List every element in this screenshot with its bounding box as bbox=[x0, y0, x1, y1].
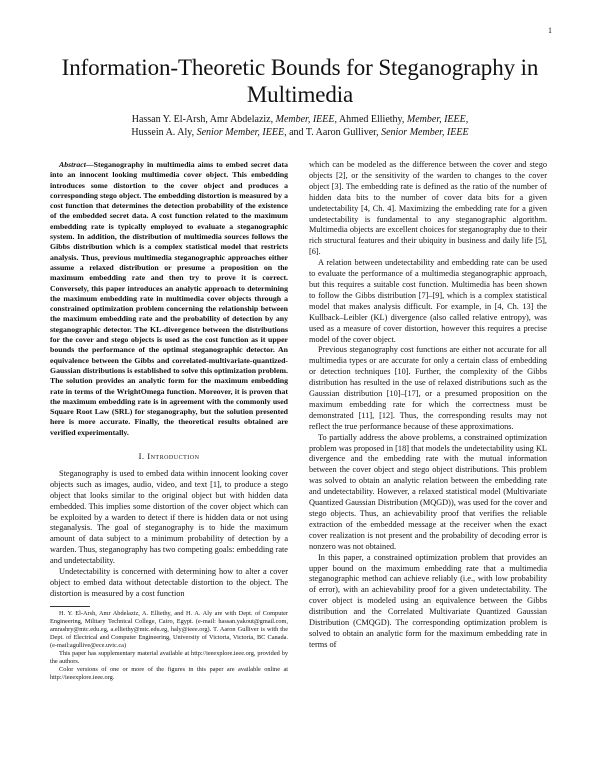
body-paragraph: Steganography is used to embed data within innocent looking cover objects such as images, audio, video, and text [1], to produce a stego object that looks similar to the original object but with hidden data embedded. This implies some distortion of the cover object which can be exploited by a warden to detect if there is hidden data or not using steganalysis. The goal of steganography is to hide the maximum amount of data subject to a minimum probability of detection by a warden. Thus, steganography has two competing goals: embedding rate and undetectability. bbox=[50, 468, 288, 566]
author-line-1 bbox=[40, 113, 560, 126]
footnote-rule bbox=[50, 606, 90, 607]
author-role: Member, IEEE, bbox=[406, 114, 469, 125]
left-column bbox=[50, 160, 288, 682]
author-names: and T. Aaron Gulliver, bbox=[289, 127, 379, 138]
body-paragraph: Previous steganography cost functions are either not accurate for all multimedia types or are accurate for only a certain class of embedding or detection techniques [10]. Further, the complexity of the Gibbs distribution has resulted in the use of relaxed distributions such as the Gaussian distribution [10]–[17], or a presumed proposition on the maximum embedding rate for which the correctness must be demonstrated [11], [12]. Thus, the corresponding results may not reflect the true performance because of these approximations. bbox=[309, 345, 547, 431]
author-role: Senior Member, IEEE bbox=[381, 127, 469, 138]
footnote: H. Y. El-Arsh, Amr Abdelaziz, A. Elliethy, and H. A. Aly are with Dept. of Computer Engineering, Military Technical College, Cairo, Egypt. (e-mail: hassan.yakout@gmail.com, amrashry@mtc.edu.eg, a.elliethy@mtc.edu.eg, haly@ieee.org). T. Aaron Gulliver is with the Dept. of Electrical and Computer Engineering, University of Victoria, Victoria, BC Canada. (e-mail:agullive@ece.uvic.ca) bbox=[50, 609, 288, 649]
author-names: Hussein A. Aly, bbox=[131, 127, 195, 138]
body-paragraph: A relation between undetectability and embedding rate can be used to evaluate the performance of a multimedia steganographic approach, but this requires a suitable cost function. Multimedia has been shown to follow the Gibbs distribution [7]–[9], which is a complex statistical model that makes analysis difficult. For example, in [4, Ch. 13] the Kullback–Leibler (KL) divergence (also called relative entropy), was used as a measure of cover distortion, however this requires a precise model of the cover object. bbox=[309, 258, 547, 344]
footnote: Color versions of one or more of the figures in this paper are available online at http://ieeexplore.ieee.org. bbox=[50, 665, 288, 681]
section-heading: I. Introduction bbox=[138, 451, 200, 462]
author-list bbox=[40, 113, 560, 139]
right-column bbox=[309, 160, 547, 651]
footnote: This paper has supplementary material available at http://ieeexplore.ieee.org, provided by the authors. bbox=[50, 649, 288, 665]
author-line-2 bbox=[40, 126, 560, 139]
author-names: Ahmed Elliethy, bbox=[338, 114, 405, 125]
body-paragraph: In this paper, a constrained optimization problem that provides an upper bound on the maximum embedding rate that a multimedia steganographic method can achieve reliably (i.e., with low probability of error), with an achievability proof for a given undetectability. The cover object is modeled using an equivalence between the Gibbs distribution and the Correlated Multivariate Quantized Gaussian Distribution (CMQGD). The corresponding optimization problem is solved to obtain an analytic form for the maximum embedding rate in terms of bbox=[309, 552, 547, 649]
author-names: Hassan Y. El-Arsh, Amr Abdelaziz, bbox=[131, 114, 274, 125]
abstract-label: Abstract bbox=[59, 160, 86, 169]
body-paragraph: which can be modeled as the difference between the cover and stego objects [2], or the sensitivity of the warden to changes to the cover object [3]. The embedding rate is defined as the ratio of the number of hidden data bits to the number of cover data bits for a given undetectability [4, Ch. 4]. Maximizing the embedding rate for a given undetectability is fundamental to any steganographic algorithm. Multimedia objects are excellent choices for steganography due to their rich structural features and their ubiquity in business and daily life [5], [6]. bbox=[309, 160, 547, 257]
page-number: 1 bbox=[548, 26, 552, 35]
author-role: Senior Member, IEEE, bbox=[196, 127, 287, 138]
paper-title: Information-Theoretic Bounds for Steganography in Multimedia bbox=[61, 55, 539, 107]
body-paragraph: To partially address the above problems, a constrained optimization problem was proposed in [18] that models the undetectability using KL divergence and the embedding rate with the mutual information between the cover object and stego object distributions. This problem was solved to obtain an analytic relation between the embedding rate and undetectability. However, a relaxed statistical model (Multivariate Quantized Gaussian Distribution (MQGD)), was used for the cover and stego objects. Thus, an achievability proof that verifies the reliable extraction of the embedded message at the receiver when the exact cover realization is not present and the probability of decoding error is nonzero was not obtained. bbox=[309, 432, 547, 551]
author-role: Member, IEEE, bbox=[275, 114, 337, 125]
abstract-text: —Steganography in multimedia aims to embed secret data into an innocent looking multimedia cover object. This embedding introduces some distortion to the cover object and produces a corresponding stego object. The embedding distortion is measured by a cost function that determines the detection probability of the existence of the embedded secret data. A cost function related to the maximum embedding rate is typically employed to evaluate a steganographic system. In addition, the distribution of multimedia sources follows the Gibbs distribution which is a complex statistical model that restricts analysis. Thus, previous multimedia steganographic approaches either assume a relaxed distribution or presume a proposition on the maximum embedding rate and then try to prove it is correct. Conversely, this paper introduces an analytic approach to determining the maximum embedding rate in multimedia cover objects through a constrained optimization problem concerning the relationship between the maximum embedding rate and the probability of detection by any steganographic detector. The KL-divergence between the distributions for the cover and stego objects is used as the cost function as it upper bounds the performance of the optimal steganographic detector. An equivalence between the Gibbs and correlated-multivariate-quantized-Gaussian distributions is established to solve this optimization problem. The solution provides an analytic form for the maximum embedding rate in terms of the WrightOmega function. Moreover, it is proven that the maximum embedding rate is in agreement with the commonly used Square Root Law (SRL) for steganography, but the solution presented here is more accurate. Finally, the theoretical results obtained are verified experimentally. bbox=[50, 160, 288, 437]
abstract bbox=[50, 160, 288, 438]
body-paragraph: Undetectability is concerned with determining how to alter a cover object to embed data without detectable distortion to the object. The distortion is measured by a cost function bbox=[50, 567, 288, 598]
